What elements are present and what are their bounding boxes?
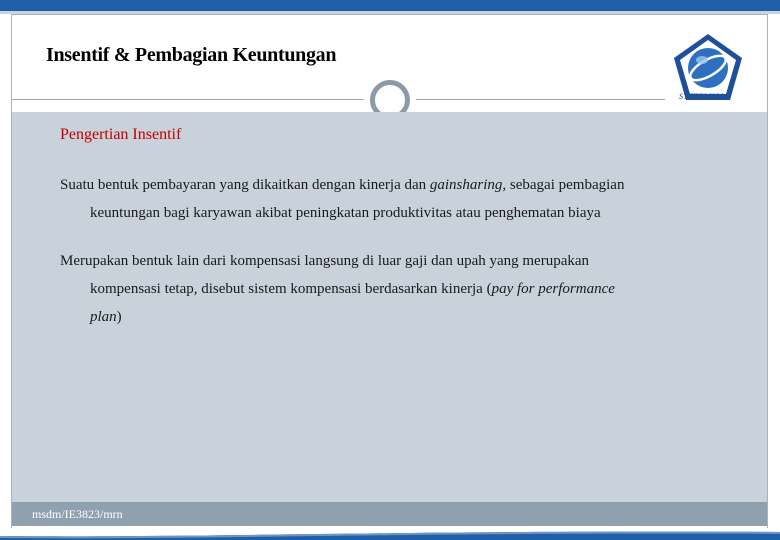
- slide-title: Insentif & Pembagian Keuntungan: [46, 44, 337, 66]
- top-accent-bar: [0, 0, 780, 11]
- footer-text: msdm/IE3823/mrn: [32, 507, 123, 521]
- italic-term: pay for performance: [491, 281, 615, 297]
- text-run: , sebagai pembagian: [502, 177, 625, 193]
- paragraph-line: [60, 303, 615, 331]
- paragraph-line: keuntungan bagi karyawan akibat peningkatan produktivitas atau penghematan biaya: [90, 205, 601, 221]
- bottom-wave-stripe: [0, 528, 780, 540]
- paragraph-line: Merupakan bentuk lain dari kompensasi langsung di luar gaji dan upah yang merupakan: [60, 253, 590, 269]
- text-run: kompensasi tetap, disebut sistem kompensasi berdasarkan kinerja (: [90, 281, 492, 297]
- section-heading: Pengertian Insentif: [60, 126, 182, 143]
- text-run: ): [116, 309, 122, 325]
- italic-term: plan: [90, 309, 117, 325]
- title-divider: [12, 99, 665, 100]
- footer-bar: [12, 502, 767, 526]
- italic-term: gainsharing: [429, 177, 503, 193]
- logo-caption: STTTELKOM: [679, 92, 728, 101]
- paragraph-compensation: [60, 247, 615, 331]
- paragraph-line: [60, 275, 615, 303]
- paragraph-definition: [60, 171, 624, 227]
- text-run: Suatu bentuk pembayaran yang dikaitkan dengan kinerja dan: [60, 177, 430, 193]
- paragraph-line: [60, 171, 624, 199]
